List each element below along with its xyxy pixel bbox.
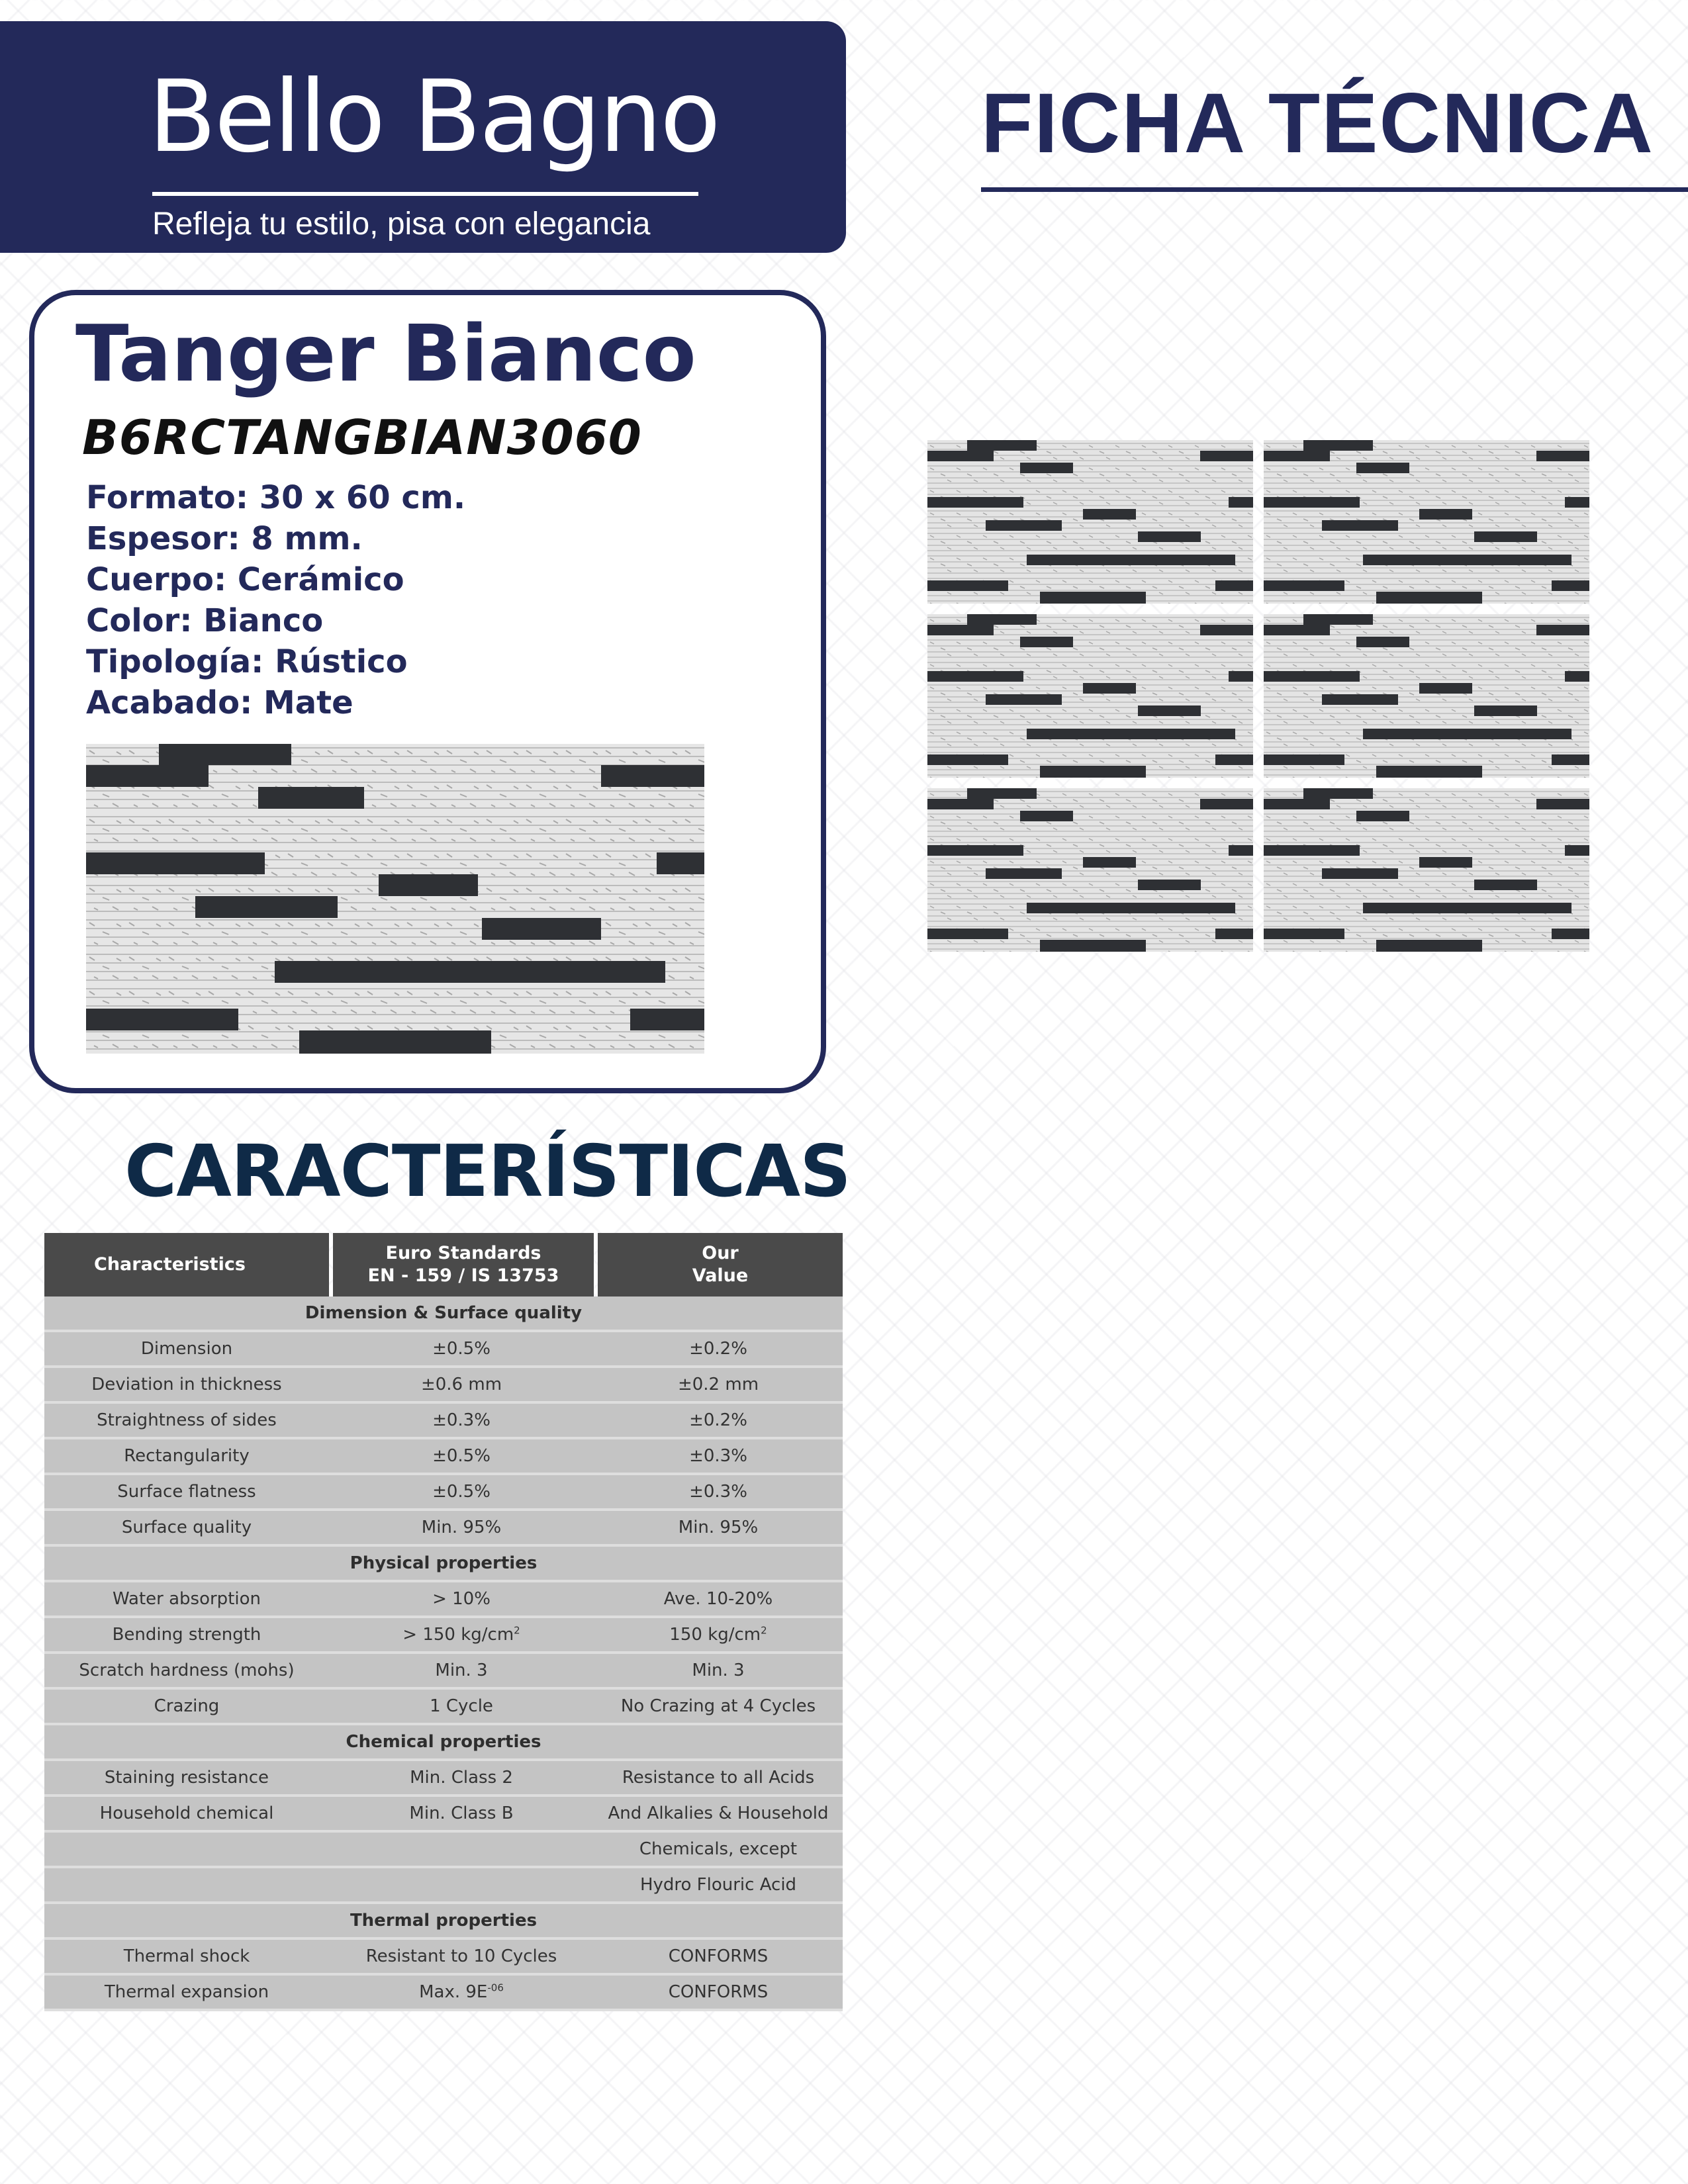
table-cell: Surface flatness	[117, 1482, 256, 1502]
product-name: Tanger Bianco	[75, 308, 696, 399]
table-cell: Min. Class 2	[410, 1768, 513, 1788]
table-cell: ±0.3%	[432, 1410, 491, 1430]
table-cell: Min. 3	[435, 1661, 488, 1680]
spec-format: Formato: 30 x 60 cm.	[86, 479, 466, 516]
table-group-row: Dimension & Surface quality	[44, 1297, 843, 1332]
table-group-row: Thermal properties	[44, 1904, 843, 1940]
characteristics-table	[44, 1233, 843, 2011]
table-row	[44, 1690, 843, 1725]
table-cell: Water absorption	[112, 1589, 261, 1609]
header-our-value: Our Value	[598, 1233, 843, 1297]
table-row	[44, 1582, 843, 1618]
table-row	[44, 1618, 843, 1654]
table-group-row: Physical properties	[44, 1547, 843, 1582]
table-cell: No Crazing at 4 Cycles	[620, 1696, 816, 1716]
table-cell: Min. 3	[692, 1661, 745, 1680]
table-cell: CONFORMS	[668, 1982, 769, 2002]
table-body	[44, 1297, 843, 2011]
table-cell: ±0.6 mm	[420, 1375, 502, 1394]
document-title-underline	[981, 187, 1688, 192]
brand-tagline: Refleja tu estilo, pisa con elegancia	[152, 206, 651, 242]
brand-divider	[152, 192, 698, 196]
table-cell: Chemicals, except	[639, 1839, 798, 1859]
table-cell: Surface quality	[121, 1518, 252, 1537]
table-cell: Thermal expansion	[104, 1982, 269, 2002]
characteristics-title: CARACTERÍSTICAS	[124, 1130, 851, 1213]
table-cell: Min. Class B	[409, 1803, 514, 1823]
product-code: B6RCTANGBIAN3060	[82, 410, 642, 465]
table-cell: ±0.3%	[689, 1446, 747, 1466]
table-cell: Staining resistance	[104, 1768, 269, 1788]
table-row	[44, 1797, 843, 1833]
table-cell: 1 Cycle	[430, 1696, 493, 1716]
table-cell: ±0.5%	[432, 1339, 491, 1359]
spec-finish: Acabado: Mate	[86, 684, 353, 721]
table-cell: Rectangularity	[124, 1446, 250, 1466]
table-group-row: Chemical properties	[44, 1725, 843, 1761]
table-row	[44, 1833, 843, 1868]
table-row	[44, 1332, 843, 1368]
table-cell: CONFORMS	[668, 1946, 769, 1966]
table-row	[44, 1368, 843, 1404]
table-header	[44, 1233, 843, 1297]
table-row	[44, 1940, 843, 1976]
table-cell: Dimension	[140, 1339, 233, 1359]
document-title: FICHA TÉCNICA	[981, 76, 1654, 171]
table-cell: ±0.2 mm	[677, 1375, 759, 1394]
table-cell: Scratch hardness (mohs)	[79, 1661, 295, 1680]
table-cell: Household chemical	[99, 1803, 274, 1823]
table-cell: Resistant to 10 Cycles	[365, 1946, 557, 1966]
table-cell: Ave. 10-20%	[663, 1589, 773, 1609]
table-row	[44, 1654, 843, 1690]
product-specs	[86, 477, 465, 723]
spec-thickness: Espesor: 8 mm.	[86, 520, 363, 557]
table-cell: Min. 95%	[421, 1518, 502, 1537]
table-cell: ±0.5%	[432, 1482, 491, 1502]
table-cell: Resistance to all Acids	[622, 1768, 815, 1788]
table-cell: > 10%	[432, 1589, 491, 1609]
table-row	[44, 1868, 843, 1904]
table-cell: ±0.3%	[689, 1482, 747, 1502]
table-cell: Min. 95%	[678, 1518, 759, 1537]
table-row	[44, 1976, 843, 2011]
spec-body: Cuerpo: Cerámico	[86, 561, 404, 598]
table-cell: > 150 $kg/cm^2$	[402, 1624, 520, 1645]
table-cell: Hydro Flouric Acid	[639, 1875, 797, 1895]
product-card	[29, 290, 826, 1093]
table-row	[44, 1404, 843, 1439]
table-row	[44, 1439, 843, 1475]
header-characteristics: Characteristics	[44, 1233, 329, 1297]
table-cell: Crazing	[154, 1696, 220, 1716]
table-cell: Bending strength	[112, 1625, 261, 1645]
spec-typology: Tipología: Rústico	[86, 643, 408, 680]
table-cell: ±0.2%	[689, 1339, 747, 1359]
table-row	[44, 1475, 843, 1511]
table-cell: Max. $9E^{-06}$	[419, 1981, 504, 2002]
header-euro-standards: Euro Standards EN - 159 / IS 13753	[333, 1233, 594, 1297]
table-row	[44, 1511, 843, 1547]
table-row	[44, 1761, 843, 1797]
table-cell: Straightness of sides	[97, 1410, 277, 1430]
spec-color: Color: Bianco	[86, 602, 324, 639]
brand-logo-name: Bello Bagno	[148, 60, 719, 175]
table-cell: 150 $kg/cm^2$	[669, 1624, 767, 1645]
table-cell: Deviation in thickness	[91, 1375, 282, 1394]
table-cell: And Alkalies & Household	[608, 1803, 829, 1823]
table-cell: ±0.5%	[432, 1446, 491, 1466]
table-cell: Thermal shock	[123, 1946, 250, 1966]
table-cell: ±0.2%	[689, 1410, 747, 1430]
brand-header	[0, 21, 846, 253]
tile-layout-preview	[927, 440, 1589, 952]
tile-sample-image	[86, 744, 704, 1054]
